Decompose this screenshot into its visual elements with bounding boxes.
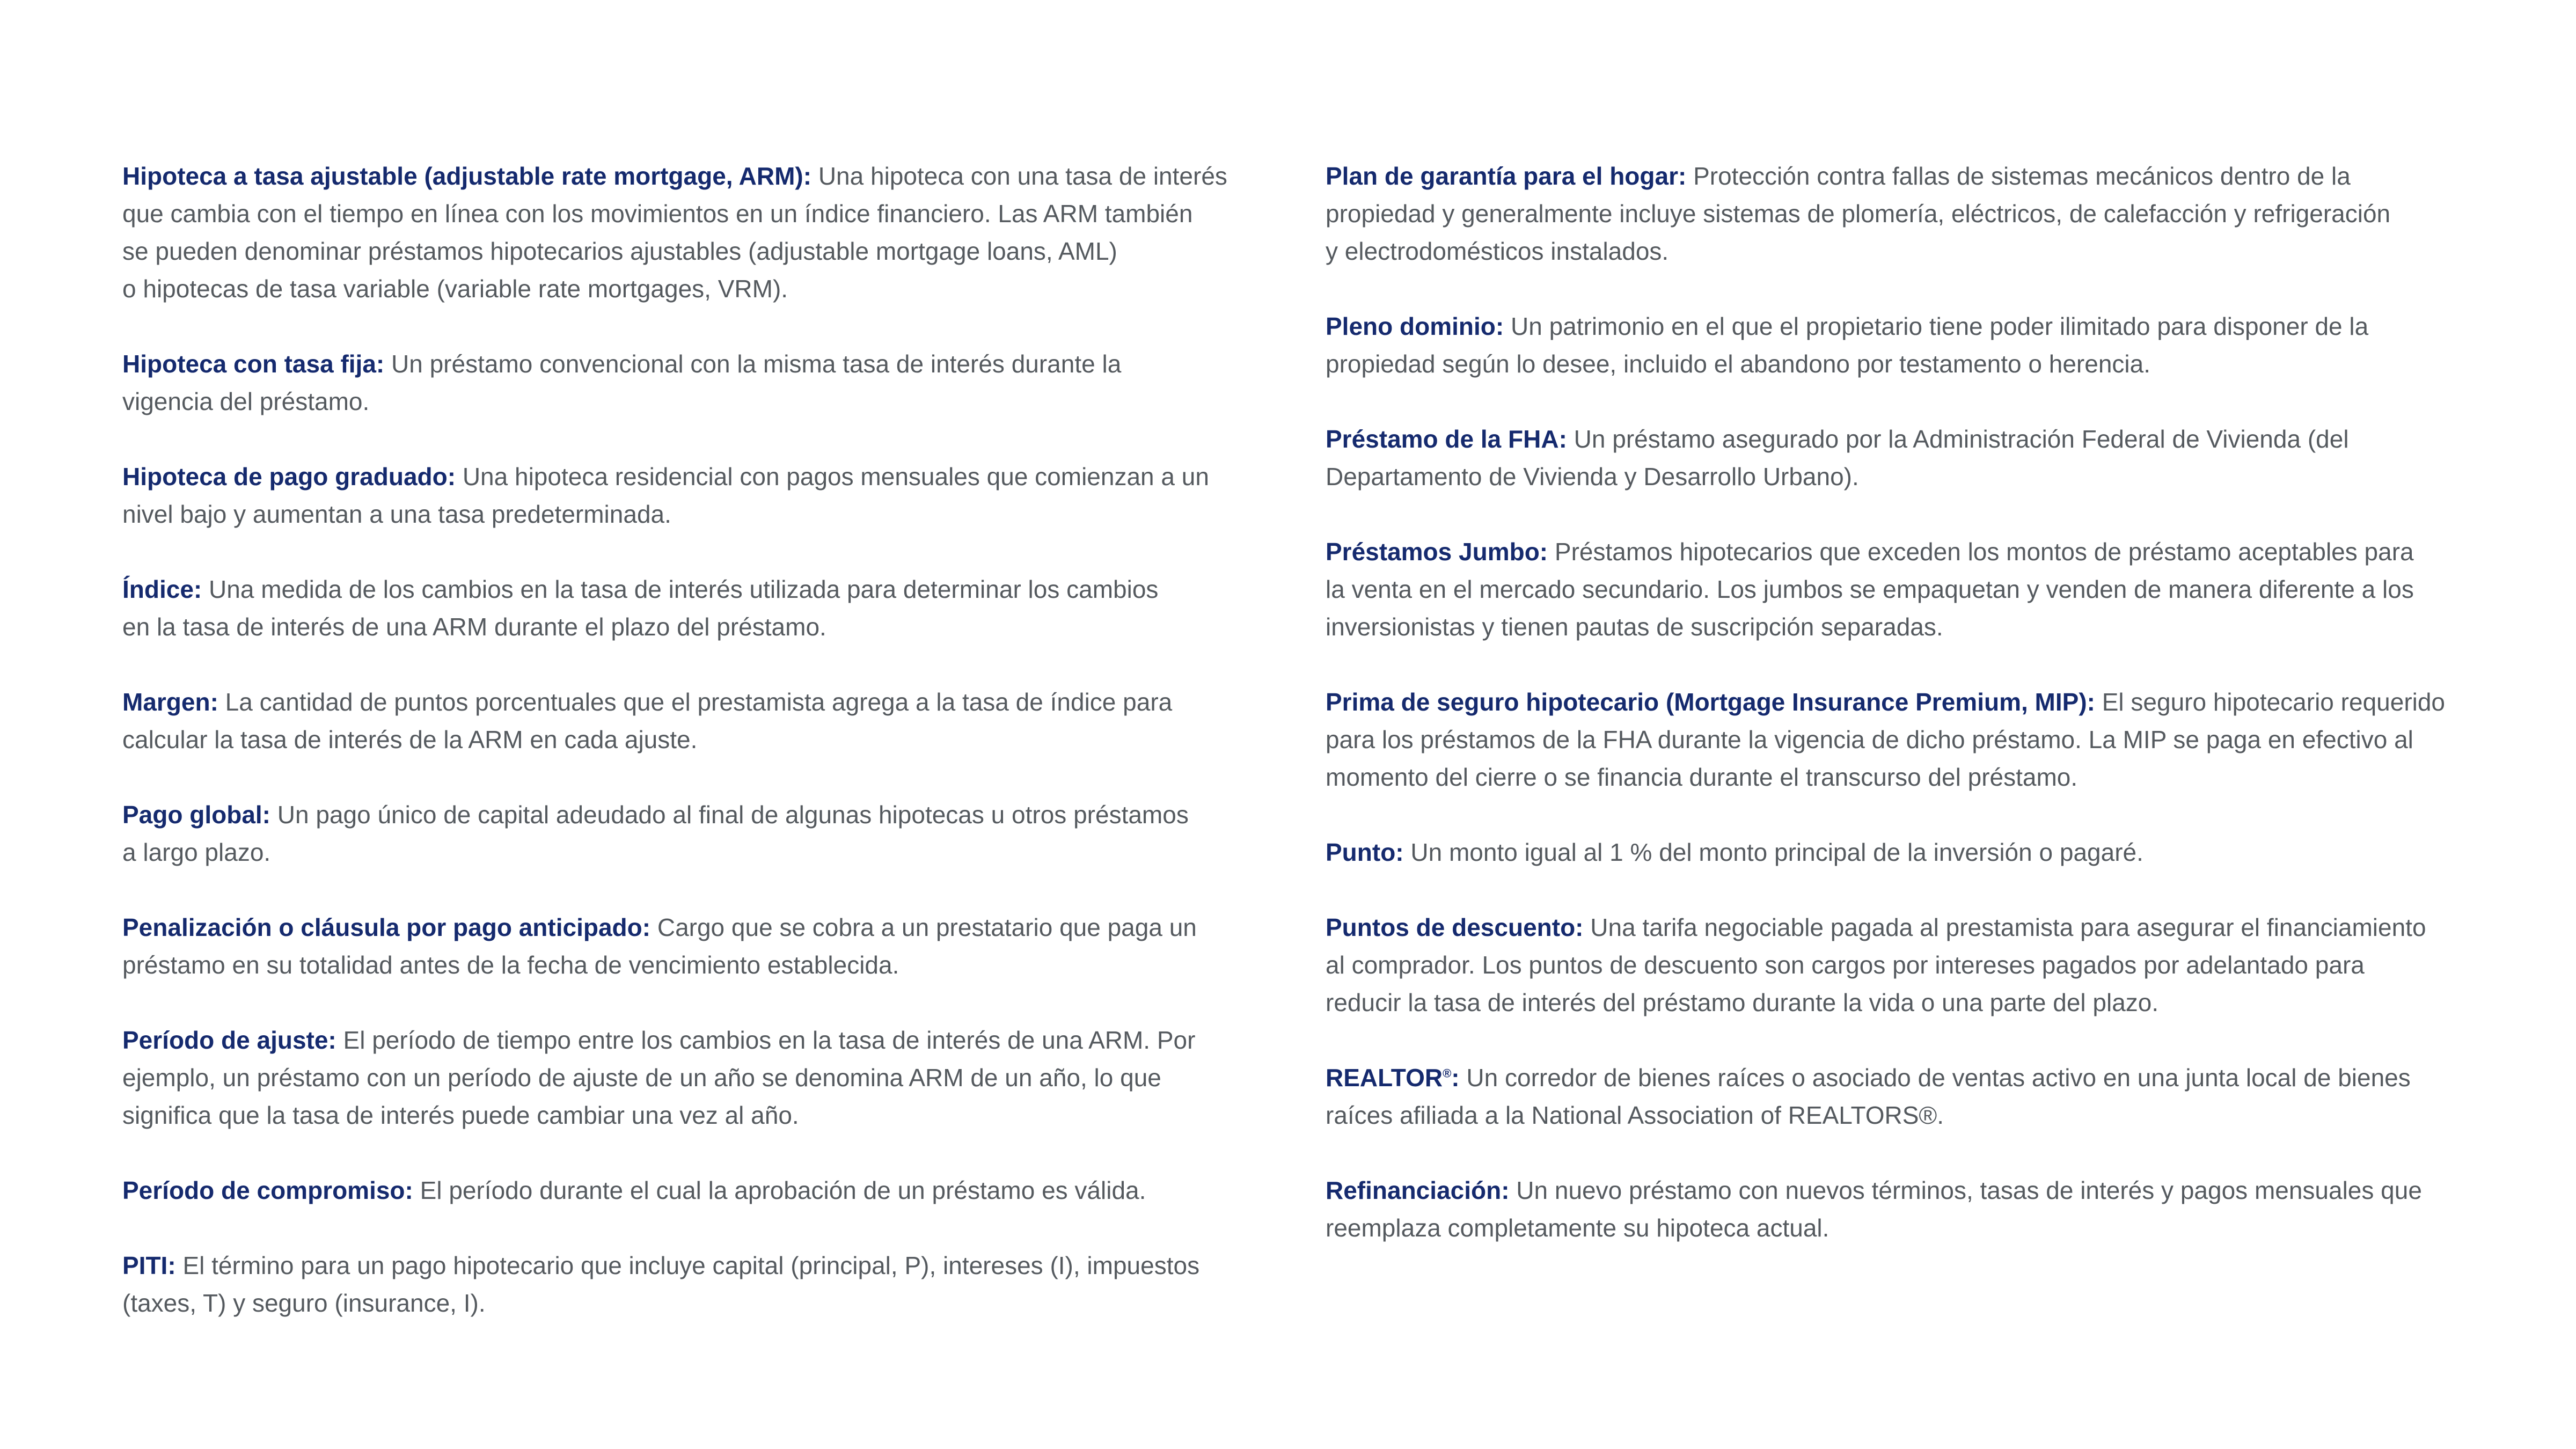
glossary-entry-graduated-payment bbox=[122, 458, 1239, 533]
glossary-definition: El período durante el cual la aprobación de un préstamo es válida. bbox=[413, 1176, 1146, 1204]
right-column bbox=[1326, 157, 2463, 1284]
glossary-entry-arm bbox=[122, 157, 1239, 308]
glossary-entry-realtor bbox=[1326, 1059, 2463, 1134]
glossary-term: Préstamos Jumbo: bbox=[1326, 538, 1548, 566]
glossary-term: PITI: bbox=[122, 1252, 176, 1279]
glossary-term bbox=[1326, 1064, 1460, 1092]
glossary-term: Penalización o cláusula por pago anticipado: bbox=[122, 913, 651, 941]
glossary-definition: Un nuevo préstamo con nuevos términos, tasas de interés y pagos mensuales que reemplaza completamente su hipoteca actual. bbox=[1326, 1176, 2422, 1242]
glossary-entry-index bbox=[122, 570, 1239, 646]
glossary-definition: Préstamos hipotecarios que exceden los montos de préstamo aceptables para la venta en el mercado secundario. Los jumbos se empaquetan y venden de manera diferente a los inversionistas y tienen pautas de suscripción separadas. bbox=[1326, 538, 2414, 641]
glossary-definition: Un préstamo convencional con la misma tasa de interés durante la vigencia del préstamo. bbox=[122, 350, 1122, 415]
glossary-term-text: REALTOR bbox=[1326, 1064, 1443, 1092]
glossary-term: Período de ajuste: bbox=[122, 1026, 336, 1054]
glossary-term: Puntos de descuento: bbox=[1326, 913, 1584, 941]
glossary-term: Índice: bbox=[122, 575, 202, 603]
glossary-definition: Un monto igual al 1 % del monto principal de la inversión o pagaré. bbox=[1403, 838, 2143, 866]
glossary-definition: Cargo que se cobra a un prestatario que paga un préstamo en su totalidad antes de la fecha de vencimiento establecida. bbox=[122, 913, 1197, 979]
glossary-term: Pleno dominio: bbox=[1326, 312, 1504, 340]
glossary-term-suffix: : bbox=[1451, 1064, 1460, 1092]
glossary-entry-mip bbox=[1326, 683, 2463, 796]
glossary-term: Prima de seguro hipotecario (Mortgage Insurance Premium, MIP): bbox=[1326, 688, 2095, 716]
glossary-definition: Una hipoteca residencial con pagos mensuales que comienzan a un nivel bajo y aumentan a una tasa predeterminada. bbox=[122, 463, 1209, 528]
registered-mark: ® bbox=[1443, 1066, 1452, 1080]
glossary-entry-fixed-rate bbox=[122, 345, 1239, 420]
glossary-term: Refinanciación: bbox=[1326, 1176, 1510, 1204]
glossary-definition: Un patrimonio en el que el propietario tiene poder ilimitado para disponer de la propiedad según lo desee, incluido el abandono por testamento o herencia. bbox=[1326, 312, 2369, 378]
glossary-entry-prepayment-penalty bbox=[122, 909, 1239, 984]
glossary-entry-discount-points bbox=[1326, 909, 2463, 1021]
glossary-term: Hipoteca de pago graduado: bbox=[122, 463, 456, 491]
glossary-term: Margen: bbox=[122, 688, 218, 716]
glossary-entry-commitment-period bbox=[122, 1172, 1239, 1209]
glossary-entry-piti bbox=[122, 1247, 1239, 1322]
glossary-definition: Protección contra fallas de sistemas mecánicos dentro de la propiedad y generalmente incluye sistemas de plomería, eléctricos, de calefacción y refrigeración y electrodomésticos instalados. bbox=[1326, 162, 2391, 265]
glossary-term: Pago global: bbox=[122, 801, 270, 829]
glossary-entry-adjustment-period bbox=[122, 1021, 1239, 1134]
glossary-definition: El término para un pago hipotecario que incluye capital (principal, P), intereses (I), impuestos (taxes, T) y seguro (insurance, I). bbox=[122, 1252, 1200, 1317]
glossary-term: Plan de garantía para el hogar: bbox=[1326, 162, 1687, 190]
glossary-definition: Una hipoteca con una tasa de interés que cambia con el tiempo en línea con los movimientos en un índice financiero. Las ARM también se pueden denominar préstamos hipotecarios ajustables (adjustable mortgage loans, AML) o hipotecas de tasa variable (variable rate mortgages, VRM). bbox=[122, 162, 1227, 303]
glossary-entry-refinancing bbox=[1326, 1172, 2463, 1247]
glossary-definition: Una medida de los cambios en la tasa de interés utilizada para determinar los cambios en la tasa de interés de una ARM durante el plazo del préstamo. bbox=[122, 575, 1159, 641]
glossary-entry-fha-loan bbox=[1326, 420, 2463, 495]
glossary-term: Hipoteca con tasa fija: bbox=[122, 350, 385, 378]
glossary-definition: La cantidad de puntos porcentuales que el prestamista agrega a la tasa de índice para calcular la tasa de interés de la ARM en cada ajuste. bbox=[122, 688, 1173, 753]
glossary-term: Período de compromiso: bbox=[122, 1176, 413, 1204]
glossary-definition: Un pago único de capital adeudado al final de algunas hipotecas u otros préstamos a largo plazo. bbox=[122, 801, 1189, 866]
glossary-term: Préstamo de la FHA: bbox=[1326, 425, 1567, 453]
glossary-definition: Un corredor de bienes raíces o asociado de ventas activo en una junta local de bienes raíces afiliada a la National Association of REALTORS®. bbox=[1326, 1064, 2411, 1129]
glossary-definition: Una tarifa negociable pagada al prestamista para asegurar el financiamiento al comprador. Los puntos de descuento son cargos por intereses pagados por adelantado para reducir la tasa de interés del préstamo durante la vida o una parte del plazo. bbox=[1326, 913, 2426, 1016]
glossary-term: Hipoteca a tasa ajustable (adjustable rate mortgage, ARM): bbox=[122, 162, 812, 190]
glossary-definition: El seguro hipotecario requerido para los préstamos de la FHA durante la vigencia de dicho préstamo. La MIP se paga en efectivo al momento del cierre o se financia durante el transcurso del préstamo. bbox=[1326, 688, 2446, 791]
glossary-entry-fee-simple bbox=[1326, 308, 2463, 383]
glossary-term: Punto: bbox=[1326, 838, 1404, 866]
left-column bbox=[122, 157, 1239, 1359]
glossary-definition: El período de tiempo entre los cambios en la tasa de interés de una ARM. Por ejemplo, un préstamo con un período de ajuste de un año se denomina ARM de un año, lo que significa que la tasa de interés puede cambiar una vez al año. bbox=[122, 1026, 1196, 1129]
glossary-entry-margin bbox=[122, 683, 1239, 758]
glossary-entry-jumbo-loans bbox=[1326, 533, 2463, 646]
glossary-entry-balloon-payment bbox=[122, 796, 1239, 871]
glossary-entry-point bbox=[1326, 833, 2463, 871]
glossary-definition: Un préstamo asegurado por la Administración Federal de Vivienda (del Departamento de Vivienda y Desarrollo Urbano). bbox=[1326, 425, 2349, 491]
glossary-entry-home-warranty bbox=[1326, 157, 2463, 270]
